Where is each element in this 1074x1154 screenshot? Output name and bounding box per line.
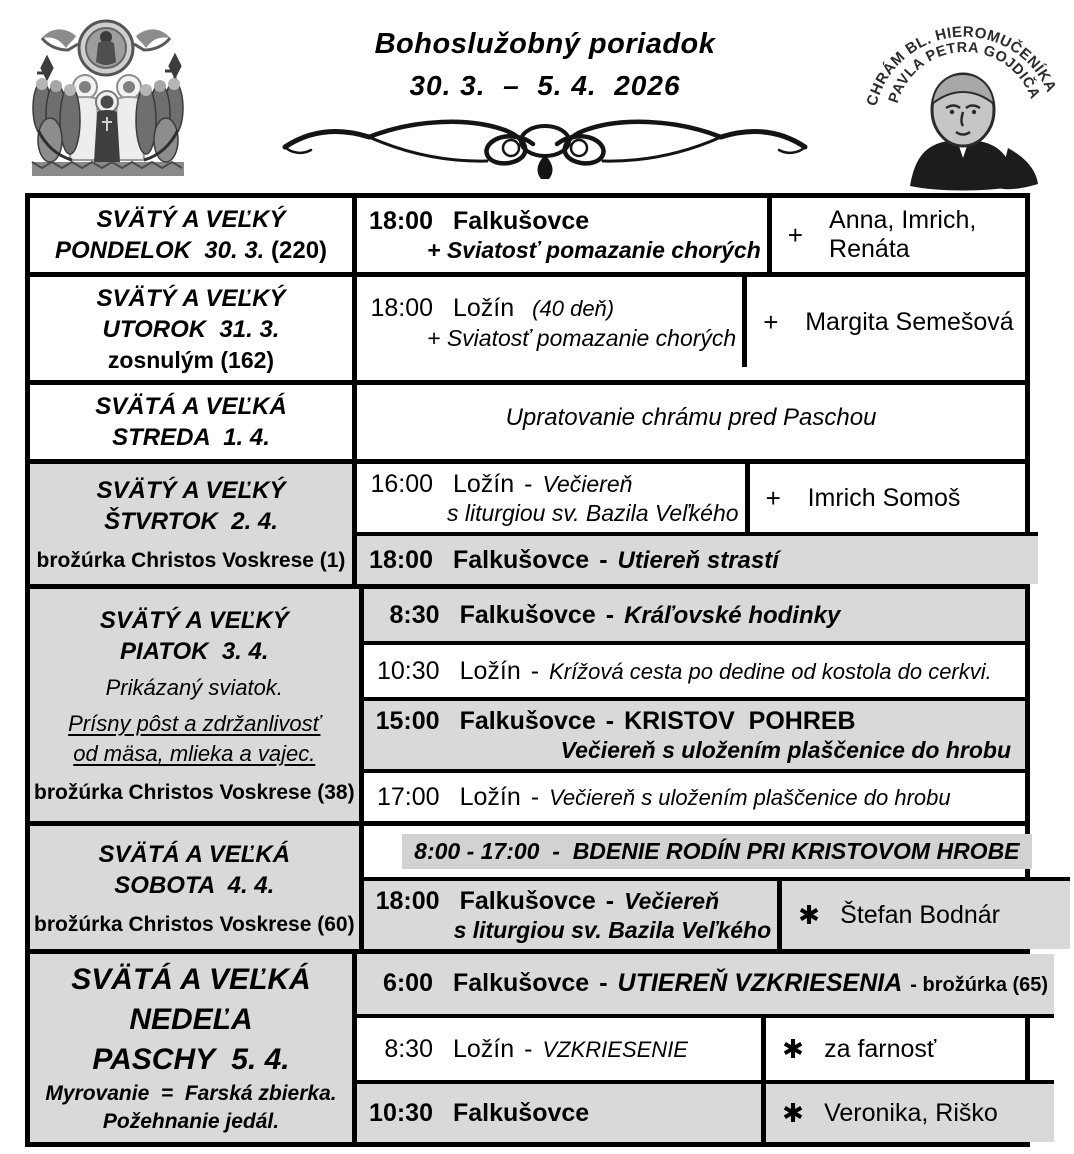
service-time: 18:00 [369, 207, 433, 235]
service-place: Falkušovce [459, 887, 596, 915]
memorial-cell [761, 1018, 1054, 1080]
day-title: STREDA 1. 4. [112, 424, 270, 451]
day-cell-tuesday [30, 277, 357, 380]
schedule-table [25, 193, 1049, 1147]
service-line1 [376, 656, 1019, 687]
memorial-names: Imrich Somoš [807, 483, 961, 512]
service-line2: + Sviatosť pomazanie chorých [427, 237, 761, 263]
service-place: Falkušovce [459, 600, 596, 629]
service-place: Ložín [453, 1034, 515, 1063]
day-cell-wednesday [30, 385, 357, 459]
day-title [55, 235, 327, 266]
service-line1 [369, 206, 761, 236]
service-desc: Večiereň [542, 471, 633, 497]
service-cell [364, 701, 1025, 769]
service-row [357, 198, 1060, 272]
memorial-names: Margita Semešová [805, 307, 1014, 336]
service-row [357, 954, 1054, 1014]
day-services-tuesday [357, 277, 1035, 380]
day-services-thursday [357, 464, 1038, 584]
day-cell-friday [30, 589, 364, 821]
service-cell [357, 1018, 761, 1080]
memorial-cell [742, 277, 1035, 367]
day-title: SVÄTÁ A VEĽKÁ [98, 840, 291, 868]
day-row-tuesday [30, 272, 1025, 380]
service-place: Ložín [453, 293, 515, 322]
service-place: Ložín [459, 782, 521, 811]
stamp-text-bottom: PAVLA PETRA GOJDIČA [885, 39, 1043, 106]
day-title: PIATOK 3. 4. [120, 638, 269, 665]
service-desc: VZKRIESENIE [542, 1036, 688, 1062]
service-time: 6:00 [382, 969, 433, 997]
day-services-friday [364, 589, 1025, 821]
day-services-monday [357, 198, 1060, 272]
service-cell [357, 198, 767, 272]
day-title: SVÄTÁ A VEĽKÁ [71, 963, 311, 996]
day-title: SVÄTÝ A VEĽKÝ [96, 206, 286, 233]
day-services-saturday [364, 826, 1071, 949]
memorial-cell [767, 198, 1060, 272]
service-desc: KRISTOV POHREB [624, 707, 856, 735]
memorial-symbol: + [787, 219, 803, 250]
fasting-line1: Prísny pôst a zdržanlivosť [68, 711, 321, 736]
service-cell [364, 645, 1025, 697]
day-title: NEDEĽA [129, 1003, 253, 1036]
service-time: 8:30 [389, 600, 440, 629]
day-title: SOBOTA 4. 4. [114, 871, 275, 899]
day-title: SVÄTÝ A VEĽKÝ [96, 285, 286, 312]
service-line2: Večiereň s uložením plaščenice do hrobu [560, 737, 1011, 763]
service-line1 [376, 886, 772, 916]
service-desc: Večiereň s uložením plaščenice do hrobu [549, 784, 951, 810]
separator: - [524, 470, 533, 498]
service-place: Falkušovce [453, 969, 590, 997]
service-line2: s liturgiou sv. Bazila Veľkého [447, 500, 739, 526]
day-row-sunday [30, 949, 1049, 1142]
service-row [364, 826, 1071, 877]
service-cell [364, 589, 1025, 641]
day-row-friday [30, 584, 1025, 821]
day-title: PASCHY 5. 4. [92, 1043, 290, 1076]
feast-note: Prikázaný sviatok. [105, 675, 283, 700]
vigil-banner-row [364, 826, 1071, 877]
service-row [364, 589, 1025, 641]
day-row-wednesday [30, 380, 1025, 459]
day-title: UTOROK 31. 3. [102, 316, 280, 343]
blessing-note: Požehnanie jedál. [102, 1110, 280, 1133]
service-time: 8:30 [384, 1034, 433, 1063]
fasting-line2: od mäsa, mlieka a vajec. [73, 741, 316, 766]
service-row [364, 697, 1025, 769]
separator: - [524, 1034, 533, 1063]
day-note: zosnulým (162) [107, 347, 275, 373]
service-line1 [376, 600, 1019, 631]
fasting-note [68, 709, 320, 769]
service-desc: Kráľovské hodinky [624, 601, 841, 629]
day-cell-thursday [30, 464, 357, 584]
header [250, 28, 840, 184]
service-cell [364, 773, 1025, 821]
service-time: 18:00 [369, 545, 433, 574]
memorial-names: Anna, Imrich, Renáta [829, 206, 977, 263]
service-row [357, 1080, 1054, 1142]
service-cell [357, 536, 1038, 584]
memorial-names: Veronika, Riško [824, 1098, 998, 1127]
day-date: PONDELOK 30. 3. [54, 237, 272, 264]
service-desc: Krížová cesta po dedine od kostola do cerkvi. [549, 658, 992, 684]
service-row [357, 277, 1035, 367]
day-services-sunday [357, 954, 1054, 1142]
service-row [364, 641, 1025, 697]
booklet-note: brožúrka Christos Voskrese (60) [34, 912, 355, 936]
service-extra: (40 deň) [532, 295, 615, 321]
day-cell-saturday [30, 826, 364, 949]
service-line1 [369, 469, 739, 499]
service-time: 10:30 [369, 1099, 433, 1127]
memorial-cell [777, 881, 1070, 949]
service-place: Falkušovce [453, 1099, 590, 1127]
service-cell [357, 954, 1054, 1014]
memorial-symbol: ✱ [798, 899, 820, 930]
day-title: SVÄTÝ A VEĽKÝ [96, 477, 286, 504]
memorial-symbol: ✱ [782, 1033, 804, 1064]
vigil-banner: 8:00 - 17:00 - BDENIE RODÍN PRI KRISTOVOM HROBE [402, 834, 1031, 869]
day-title: ŠTVRTOK 2. 4. [104, 508, 278, 535]
service-cell [357, 277, 742, 367]
myrovanie-note: Myrovanie = Farská zbierka. [45, 1082, 337, 1105]
page-title: Bohoslužobný poriadok [374, 28, 716, 60]
service-row [357, 464, 1038, 532]
service-cell [357, 1084, 761, 1142]
memorial-symbol: + [765, 482, 781, 513]
service-time: 16:00 [370, 470, 433, 498]
service-row [364, 877, 1071, 949]
separator: - [599, 545, 608, 574]
service-suffix: - brožúrka (65) [910, 974, 1049, 996]
service-line1 [376, 706, 1019, 736]
service-line1 [369, 1098, 755, 1128]
service-place: Falkušovce [459, 707, 596, 735]
service-row [357, 532, 1038, 584]
service-cell [364, 881, 778, 949]
service-place: Falkušovce [453, 207, 590, 235]
service-place: Ložín [453, 470, 515, 498]
service-line1 [376, 782, 1019, 813]
day-title: SVÄTÁ A VEĽKÁ [95, 393, 287, 420]
memorial-cell [761, 1084, 1054, 1142]
day-row-monday [30, 198, 1025, 272]
service-place: Ložín [459, 656, 521, 685]
day-cell-sunday [30, 954, 357, 1142]
parish-stamp [858, 0, 1068, 192]
cleaning-note: Upratovanie chrámu pred Paschou [505, 404, 877, 431]
booklet-note: brožúrka Christos Voskrese (38) [34, 781, 355, 804]
day-services-wednesday [357, 385, 1025, 459]
service-desc: UTIEREŇ VZKRIESENIA [617, 969, 903, 997]
separator: - [605, 600, 615, 629]
date-range: 30. 3. – 5. 4. 2026 [409, 70, 681, 101]
flourish-ornament [275, 105, 815, 179]
memorial-symbol: + [763, 306, 779, 337]
day-row-thursday [30, 459, 1025, 584]
service-row [364, 769, 1025, 821]
service-time: 15:00 [375, 707, 440, 735]
day-cell-monday [30, 198, 357, 272]
service-cell [357, 464, 745, 532]
day-count: (220) [271, 237, 328, 264]
service-place: Falkušovce [453, 545, 590, 574]
service-line2: s liturgiou sv. Bazila Veľkého [453, 917, 772, 943]
separator: - [605, 887, 615, 915]
memorial-cell [745, 464, 1038, 532]
memorial-names: Štefan Bodnár [840, 900, 1000, 929]
service-line2: + Sviatosť pomazanie chorých [427, 324, 737, 351]
ascension-icon-image [28, 10, 188, 182]
service-desc: Utiereň strastí [617, 546, 779, 574]
separator: - [530, 782, 540, 811]
service-line1 [369, 1034, 755, 1065]
day-row-saturday [30, 821, 1025, 949]
service-time: 17:00 [377, 782, 440, 811]
service-line1 [369, 968, 1048, 1000]
stamp-text-top: CHRÁM BL. HIEROMUČENÍKA [863, 23, 1060, 108]
separator: - [530, 656, 540, 685]
service-row [357, 1014, 1054, 1080]
separator: - [599, 969, 608, 997]
service-line1 [369, 545, 1032, 576]
booklet-note: brožúrka Christos Voskrese (1) [36, 549, 346, 572]
separator: - [605, 707, 615, 735]
service-time: 10:30 [377, 656, 440, 685]
service-time: 18:00 [370, 293, 433, 322]
memorial-symbol: ✱ [782, 1097, 804, 1128]
service-row [357, 385, 1025, 451]
service-desc: Večiereň [624, 888, 720, 914]
service-time: 18:00 [375, 887, 440, 915]
service-line1 [369, 293, 736, 324]
day-title: SVÄTÝ A VEĽKÝ [99, 607, 289, 634]
memorial-names: za farnosť [824, 1034, 937, 1063]
